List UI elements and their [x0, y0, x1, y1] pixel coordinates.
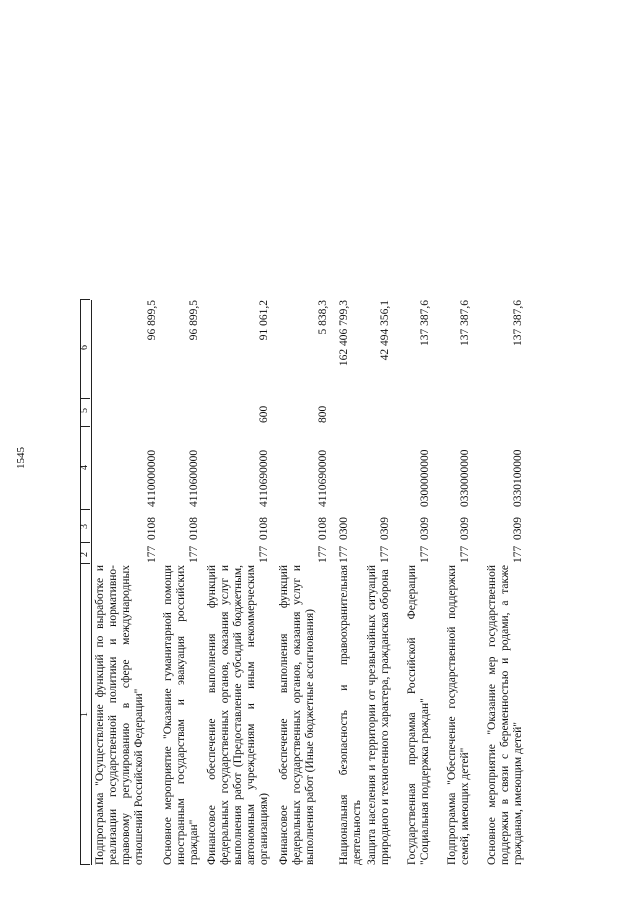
- row-name: Финансовое обеспечение выполнения функций федеральных государственных органов, оказания услуг и выполнения работ (Иные бюджетные ассигнования): [278, 565, 316, 865]
- row-section: 0300: [338, 517, 350, 540]
- row-name: Национальная безопасность и правоохранительная деятельность: [338, 565, 363, 865]
- row-ministry: 177: [419, 545, 431, 563]
- row-section: 0108: [258, 517, 270, 540]
- column-header-6: 6: [79, 345, 90, 350]
- row-target: 4110690000: [258, 449, 270, 507]
- column-header-1: 1: [79, 712, 90, 717]
- row-target: 0300000000: [419, 449, 431, 507]
- column-divider: [80, 542, 90, 543]
- row-amount: 96 899,5: [188, 300, 200, 341]
- row-amount: 91 061,2: [258, 300, 270, 341]
- row-ministry: 177: [188, 545, 200, 563]
- row-section: 0108: [146, 517, 158, 540]
- row-amount: 137 387,6: [459, 300, 471, 346]
- row-section: 0108: [188, 517, 200, 540]
- row-ministry: 177: [317, 545, 329, 563]
- row-target: 0330000000: [459, 449, 471, 507]
- column-divider: [80, 299, 90, 300]
- row-name: Государственная программа Российской Федерации "Социальная поддержка граждан": [406, 565, 431, 865]
- row-name: Основное мероприятие "Оказание гуманитарной помощи иностранным государствам и эвакуация российских граждан": [162, 565, 200, 865]
- row-name: Основное мероприятие "Оказание мер государственной поддержки в связи с беременностью и родами, а также гражданам, имеющим детей": [486, 565, 524, 865]
- row-section: 0309: [512, 517, 524, 540]
- column-divider: [80, 864, 90, 865]
- row-name: Подпрограмма "Осуществление функций по выработке и реализации государственной политики и нормативно-правовому регулированию в сфере международных отношений Российской Федерации": [94, 565, 145, 865]
- row-target: 0330100000: [512, 449, 524, 507]
- row-expense: 600: [258, 405, 270, 423]
- row-section: 0309: [419, 517, 431, 540]
- row-amount: 42 494 356,1: [379, 300, 391, 361]
- row-expense: 800: [317, 405, 329, 423]
- budget-table: [80, 60, 580, 865]
- column-divider: [80, 563, 90, 564]
- row-target: 4110690000: [317, 449, 329, 507]
- row-ministry: 177: [459, 545, 471, 563]
- column-divider: [80, 426, 90, 427]
- table-rotation-frame: [80, 60, 580, 865]
- row-name: Подпрограмма "Обеспечение государственной поддержки семей, имеющих детей": [446, 565, 471, 865]
- row-amount: 5 838,3: [317, 300, 329, 335]
- row-ministry: 177: [512, 545, 524, 563]
- column-divider: [80, 398, 90, 399]
- column-header-2: 2: [79, 552, 90, 557]
- row-ministry: 177: [258, 545, 270, 563]
- column-header-row: [80, 300, 92, 865]
- row-ministry: 177: [379, 545, 391, 563]
- row-ministry: 177: [146, 545, 158, 563]
- row-section: 0108: [317, 517, 329, 540]
- row-target: 4110000000: [146, 449, 158, 507]
- column-header-5: 5: [79, 408, 90, 413]
- row-target: 4110600000: [188, 449, 200, 507]
- row-amount: 137 387,6: [512, 300, 524, 346]
- row-section: 0309: [459, 517, 471, 540]
- column-divider: [80, 509, 90, 510]
- row-ministry: 177: [338, 545, 350, 563]
- row-amount: 96 899,5: [146, 300, 158, 341]
- row-name: Финансовое обеспечение выполнения функций федеральных государственных органов, оказания услуг и выполнения работ (Предоставление субсидий бюджетным, автономным учреждениям и иным некоммерческим организациям): [206, 565, 270, 865]
- column-header-4: 4: [79, 465, 90, 470]
- row-amount: 137 387,6: [419, 300, 431, 346]
- column-header-3: 3: [79, 524, 90, 529]
- row-name: Защита населения и территории от чрезвычайных ситуаций природного и техногенного характера, гражданская оборона: [366, 565, 391, 865]
- row-amount: 162 406 799,3: [338, 300, 350, 367]
- row-section: 0309: [379, 517, 391, 540]
- page-number: 1545: [15, 447, 27, 469]
